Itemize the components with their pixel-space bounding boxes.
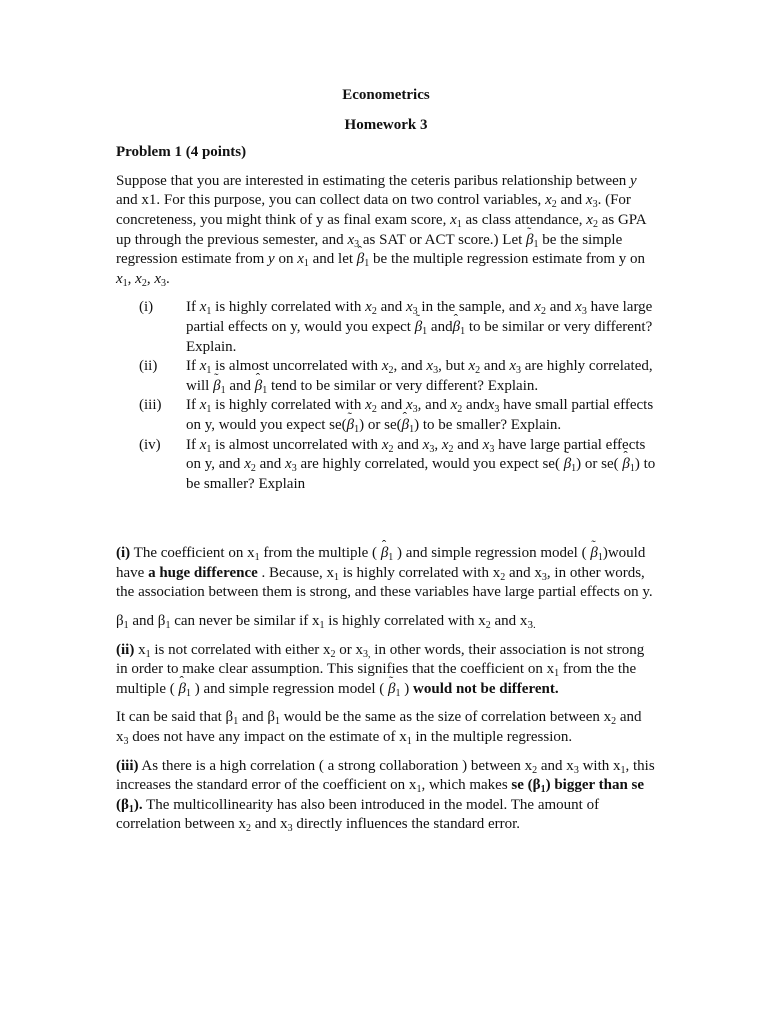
document-page [116,86,656,844]
question-item: (i) If $x_1$ is highly correlated with $x_2$ and $x_3$ in the sample, and $x_2$ and $x_3$ have large partial effects on y, would you expect ˜ $\beta_1$ andˆ $\beta_1$ to be similar or very different? Explain. [116,298,656,357]
answer-iii: (iii) As there is a high correlation ( a strong collaboration ) between $x_2$ and $x_3$ with $x_1$, this increases the standard error of the coefficient on $x_1$, which makes se $(\beta_1)$ bigger than se $(\beta_1)$. The multicollinearity has also been introduced in the model. The amount of correlation between $x_2$ and $x_3$ directly influences the standard error. [116,757,655,835]
question-item: (iii) If $x_1$ is highly correlated with $x_2$ and $x_3$, and $x_2$ andx$_3$ have small partial effects on y, would you expect se(˜ $\beta_1$) or se(ˆ $\beta_1$) to be smaller? Explain. [116,396,656,435]
question-list [116,298,656,494]
answer-ii-note: It can be said that $\beta_1$ and $\beta_1$ would be the same as the size of correlation between $x_2$ and $x_3$ does not have any impact on the estimate of $x_1$ in the multiple regression. [116,709,642,748]
answer-i: (i) The coefficient on $x_1$ from the multiple ( ˆ $\beta_1$ ) and simple regression model ( ˜ $\beta_1)would$ have a huge difference . Because, $x_1$ is highly correlated with $x_2$ and $x_3$, in other words, the association between them is strong, and these variables have large partial effects on y. [116,544,656,603]
homework-title: Homework 3 [344,116,428,133]
beta-tilde: ˜ β [526,231,533,251]
question-item: (iv) If $x_1$ is almost uncorrelated with $x_2$ and $x_3$, $x_2$ and $x_3$ have large partial effects on y, and $x_2$ and $x_3$ are highly correlated, would you expect se( ˜ $\beta_1$) or se( ˆ $\beta_1$) to be smaller? Explain [116,436,656,495]
intro-paragraph: Suppose that you are interested in estimating the ceteris paribus relationship between y and x1. For this purpose, you can collect data on two control variables, $x_2$ and $x_3$. (For concreteness, you might think of y as final exam score, $x_1$ as class attendance, $x_2$ as GPA up through the previous semester, and $x_3$ as SAT or ACT score.) Let ˜ $\beta_1$ be the simple regression estimate from y on $x_1$ and let ˆ $\beta_1$ be the multiple regression estimate from y on $x_1$, $x_2$, $x_3$. [116,172,656,290]
beta-hat: ˆ β [357,250,364,270]
answer-i-note: $\beta_1$ and $\beta_1$ can never be similar if $x_1$ is highly correlated with $x_2$ and $x_{3.}$ [116,613,536,632]
answers-section [116,544,656,835]
answer-ii: (ii) $x_1$ is not correlated with either $x_2$ or $x_{3,}$ in other words, their association is not strong in order to make clear assumption. This signifies that the coefficient on $x_1$ from the the multiple ( ˆ $\beta_1$ ) and simple regression model ( ˜ $\beta_1$ ) would not be different. [116,641,656,700]
problem-title: Problem 1 (4 points) [116,144,247,161]
question-item: (ii) If $x_1$ is almost uncorrelated with $x_2$, and $x_3$, but $x_2$ and $x_3$ are highly correlated, will ˜ $\beta_1$ and ˆ $\beta_1$ tend to be similar or very different? Explain. [116,357,656,396]
course-title: Econometrics [342,87,430,103]
